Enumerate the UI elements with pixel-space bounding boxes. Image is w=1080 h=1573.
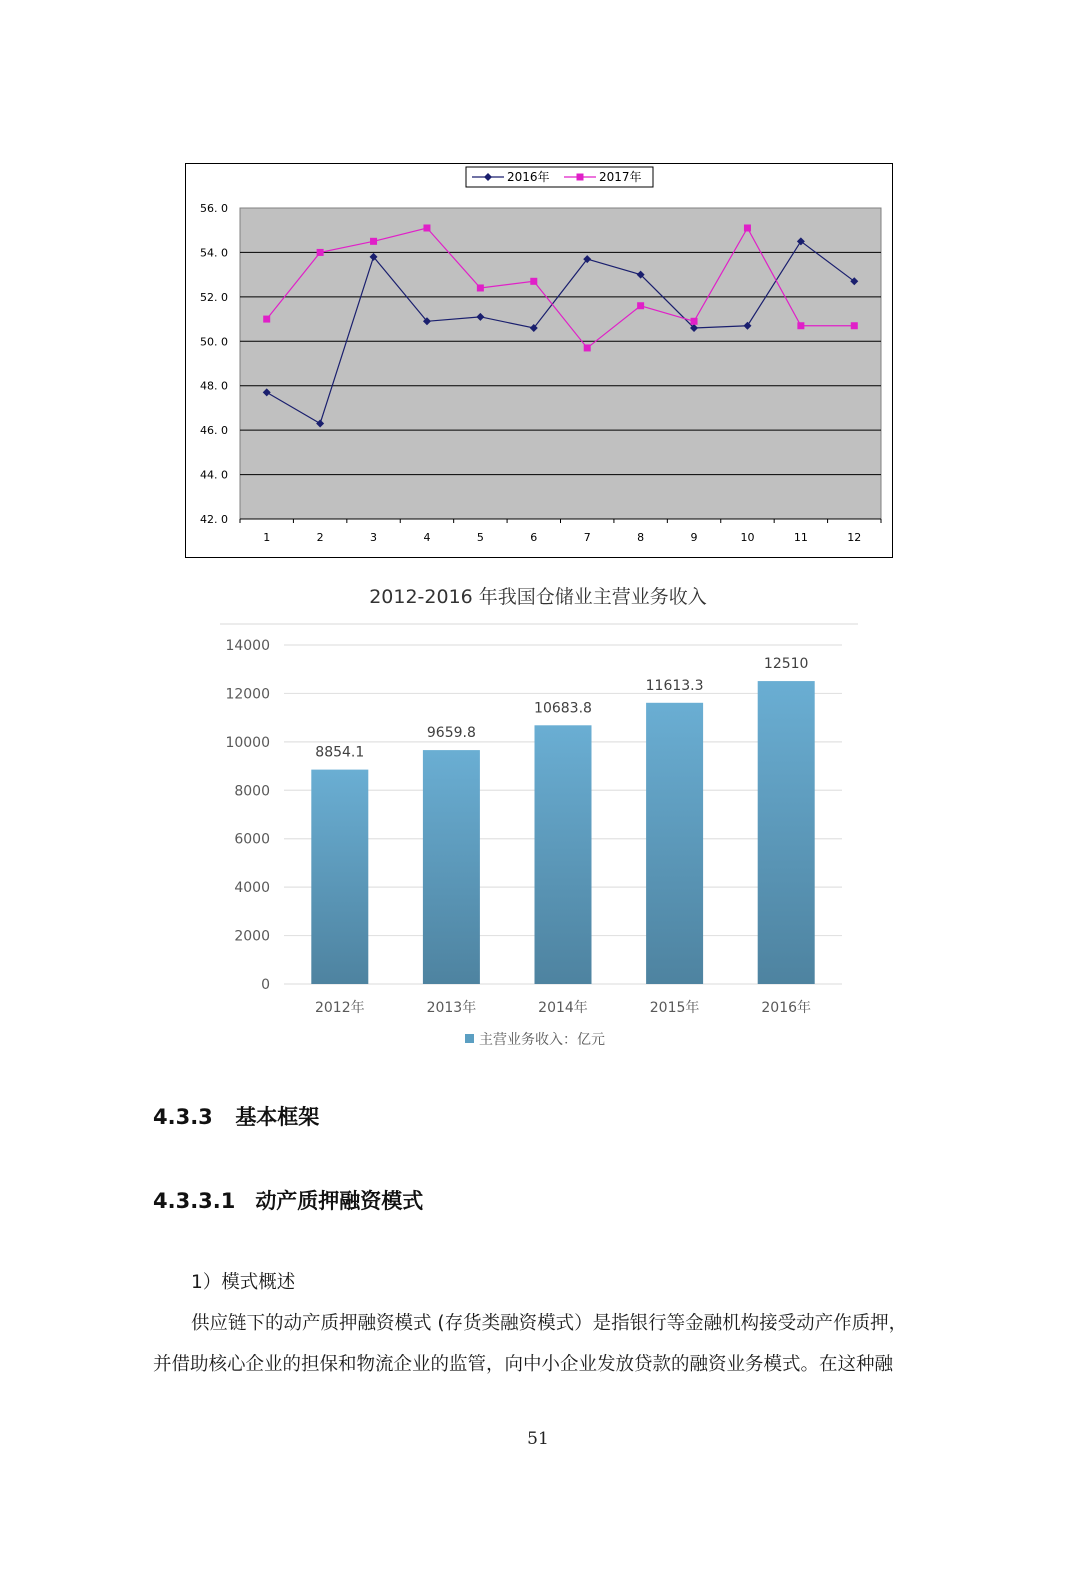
data-point — [530, 278, 537, 285]
y-tick-label: 54. 0 — [200, 246, 228, 260]
y-tick-label: 48. 0 — [200, 379, 228, 393]
data-point — [637, 302, 644, 309]
bar-chart-title: 2012-2016 年我国仓储业主营业务收入 — [369, 586, 707, 608]
x-tick-label: 12 — [847, 531, 862, 544]
y-tick-label: 6000 — [234, 831, 270, 848]
data-point — [263, 316, 270, 323]
data-point — [851, 322, 858, 329]
plot-area — [240, 208, 881, 519]
data-point — [744, 224, 751, 231]
x-tick-label: 1 — [263, 531, 271, 544]
data-point — [317, 249, 324, 256]
section-title: 动产质押融资模式 — [255, 1189, 424, 1213]
data-label: 9659.8 — [426, 725, 476, 742]
x-tick-label: 6 — [530, 531, 538, 544]
list-item-heading: 1）模式概述 — [191, 1272, 296, 1293]
paragraph-line: 供应链下的动产质押融资模式 (存货类融资模式）是指银行等金融机构接受动产作质押， — [191, 1313, 908, 1334]
data-label: 10683.8 — [534, 700, 592, 717]
y-tick-label: 2000 — [234, 928, 270, 945]
x-tick-label: 9 — [690, 531, 698, 544]
section-heading-4-3-3-1 — [153, 1185, 423, 1215]
x-tick-label: 2014年 — [538, 1000, 588, 1016]
y-tick-label: 42. 0 — [200, 513, 228, 526]
x-tick-label: 2013年 — [426, 1000, 477, 1016]
y-tick-label: 52. 0 — [200, 290, 228, 304]
y-tick-label: 12000 — [225, 686, 270, 703]
y-tick-label: 14000 — [225, 638, 270, 654]
section-heading-4-3-3 — [153, 1101, 319, 1131]
data-point — [370, 238, 377, 245]
y-tick-label: 44. 0 — [200, 468, 228, 482]
legend-label: 主营业务收入：亿元 — [479, 1032, 605, 1048]
page-number: 51 — [527, 1429, 549, 1449]
legend-marker — [577, 174, 584, 181]
x-tick-label: 8 — [637, 531, 645, 544]
section-number: 4.3.3.1 — [153, 1189, 236, 1213]
x-tick-label: 2015年 — [649, 1000, 700, 1016]
bar — [311, 770, 368, 984]
data-label: 11613.3 — [645, 677, 704, 694]
y-tick-label: 0 — [261, 977, 270, 993]
x-tick-label: 11 — [793, 531, 808, 544]
data-point — [477, 284, 484, 291]
y-tick-label: 46. 0 — [200, 424, 228, 438]
y-tick-label: 4000 — [234, 880, 270, 897]
bar — [646, 703, 703, 984]
y-tick-label: 8000 — [234, 783, 270, 800]
section-number: 4.3.3 — [153, 1105, 213, 1129]
x-tick-label: 4 — [423, 531, 431, 544]
paragraph-line: 并借助核心企业的担保和物流企业的监管，向中小企业发放贷款的融资业务模式。在这种融 — [153, 1354, 894, 1375]
x-tick-label: 10 — [740, 531, 755, 544]
bar — [423, 750, 480, 984]
y-tick-label: 50. 0 — [200, 335, 228, 349]
data-point — [797, 322, 804, 329]
y-tick-label: 10000 — [225, 734, 270, 751]
x-tick-label: 2 — [316, 531, 324, 544]
data-label: 12510 — [763, 656, 809, 673]
bar-chart — [220, 622, 860, 1062]
x-tick-label: 2012年 — [314, 1000, 365, 1016]
legend-label: 2017年 — [599, 170, 642, 184]
data-point — [423, 224, 430, 231]
x-tick-label: 7 — [583, 531, 591, 544]
legend-label: 2016年 — [507, 170, 550, 184]
x-tick-label: 2016年 — [761, 1000, 812, 1016]
section-title: 基本框架 — [235, 1105, 320, 1129]
data-point — [584, 344, 591, 351]
data-point — [691, 318, 698, 325]
bar — [535, 725, 592, 984]
bar — [758, 681, 815, 984]
x-tick-label: 5 — [476, 531, 484, 544]
line-chart — [185, 163, 893, 558]
data-label: 8854.1 — [315, 744, 365, 761]
legend-swatch — [465, 1034, 474, 1043]
x-tick-label: 3 — [370, 531, 378, 544]
y-tick-label: 56. 0 — [200, 202, 228, 215]
